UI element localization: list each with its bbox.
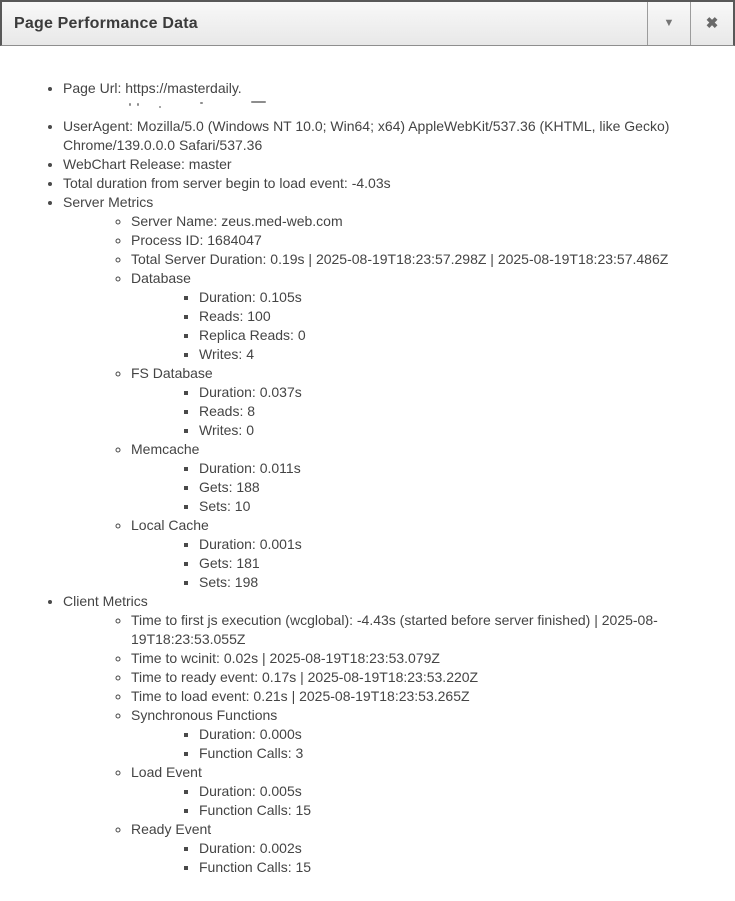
list-item-text: WebChart Release: master — [63, 156, 232, 172]
list-item — [131, 269, 721, 364]
list-item-text: Time to first js execution (wcglobal): -4.43s (started before server finished) | 2025-08-19T18:23:53.055Z — [131, 612, 658, 647]
list-item-text: Duration: 0.001s — [199, 536, 302, 552]
list-item-text: Synchronous Functions — [131, 707, 278, 723]
list-item-text: Duration: 0.011s — [199, 460, 301, 476]
list-item — [199, 402, 721, 421]
list-item — [131, 516, 721, 592]
list-item-text: Page Url: https://masterdaily. — [63, 80, 242, 96]
list-item-text: Gets: 188 — [199, 479, 260, 495]
list-item-text: Reads: 8 — [199, 403, 256, 419]
list-item-text: Server Metrics — [63, 194, 154, 210]
list-item — [131, 706, 721, 763]
list-item — [199, 535, 721, 554]
list-item — [131, 364, 721, 440]
list-item — [199, 839, 721, 858]
redacted-text-fragment — [137, 103, 139, 106]
list-item — [199, 554, 721, 573]
redacted-url-line — [63, 98, 721, 117]
list-item-text: Sets: 198 — [199, 574, 259, 590]
list-item-text: Time to ready event: 0.17s | 2025-08-19T18:23:53.220Z — [131, 669, 479, 685]
redacted-text-fragment — [251, 101, 266, 103]
list-item — [199, 497, 721, 516]
list-item — [131, 763, 721, 820]
list-item — [199, 573, 721, 592]
list-item-text: Server Name: zeus.med-web.com — [131, 213, 343, 229]
dialog-content — [0, 46, 735, 901]
dialog-titlebar — [0, 0, 735, 46]
list-item-text: Duration: 0.005s — [199, 783, 302, 799]
list-item-text: Load Event — [131, 764, 202, 780]
list-item-text: Reads: 100 — [199, 308, 271, 324]
list-item — [199, 744, 721, 763]
list-item — [63, 193, 721, 592]
list-item-text: UserAgent: Mozilla/5.0 (Windows NT 10.0; Win64; x64) AppleWebKit/537.36 (KHTML, like Gecko) Chrome/139.0.0.0 Safari/537.36 — [63, 118, 670, 153]
close-button[interactable] — [690, 2, 733, 45]
list-item — [131, 820, 721, 877]
nested-list — [63, 212, 721, 592]
list-item — [199, 725, 721, 744]
metrics-list — [25, 79, 721, 877]
list-item-text: Ready Event — [131, 821, 212, 837]
list-item-text: Duration: 0.000s — [199, 726, 302, 742]
redacted-text-fragment — [200, 102, 203, 104]
list-item-text: Database — [131, 270, 191, 286]
list-item — [131, 687, 721, 706]
nested-list — [131, 725, 721, 763]
list-item — [199, 459, 721, 478]
list-item-text: Time to wcinit: 0.02s | 2025-08-19T18:23:53.079Z — [131, 650, 440, 666]
nested-list — [63, 611, 721, 877]
chevron-down-icon: ▼ — [663, 17, 675, 29]
list-item-text: Function Calls: 3 — [199, 745, 304, 761]
list-item-text: Total duration from server begin to load event: -4.03s — [63, 175, 391, 191]
list-item — [63, 79, 721, 117]
list-item-text: Duration: 0.105s — [199, 289, 302, 305]
list-item — [131, 212, 721, 231]
list-item — [131, 231, 721, 250]
list-item-text: Local Cache — [131, 517, 209, 533]
list-item-text: Replica Reads: 0 — [199, 327, 306, 343]
list-item — [199, 307, 721, 326]
list-item — [131, 250, 721, 269]
list-item-text: Duration: 0.037s — [199, 384, 302, 400]
nested-list — [131, 383, 721, 440]
list-item-text: Writes: 4 — [199, 346, 254, 362]
redacted-text-fragment — [159, 106, 161, 108]
list-item-text: Duration: 0.002s — [199, 840, 302, 856]
list-item — [199, 421, 721, 440]
collapse-button[interactable] — [647, 2, 690, 45]
list-item — [199, 801, 721, 820]
list-item — [131, 649, 721, 668]
list-item — [131, 611, 721, 649]
list-item-text: Function Calls: 15 — [199, 859, 312, 875]
list-item-text: Memcache — [131, 441, 200, 457]
list-item — [199, 782, 721, 801]
list-item-text: Function Calls: 15 — [199, 802, 312, 818]
list-item — [199, 326, 721, 345]
list-item — [199, 345, 721, 364]
list-item — [131, 440, 721, 516]
list-item — [199, 288, 721, 307]
list-item — [63, 592, 721, 877]
list-item-text: Writes: 0 — [199, 422, 254, 438]
close-icon: ✖ — [705, 15, 719, 32]
nested-list — [131, 839, 721, 877]
list-item — [199, 383, 721, 402]
list-item-text: Time to load event: 0.21s | 2025-08-19T18:23:53.265Z — [131, 688, 470, 704]
nested-list — [131, 459, 721, 516]
redacted-text-fragment — [129, 103, 131, 106]
list-item-text: Process ID: 1684047 — [131, 232, 262, 248]
list-item-text: FS Database — [131, 365, 213, 381]
nested-list — [131, 782, 721, 820]
nested-list — [131, 288, 721, 364]
list-item-text: Client Metrics — [63, 593, 148, 609]
list-item-text: Total Server Duration: 0.19s | 2025-08-19T18:23:57.298Z | 2025-08-19T18:23:57.486Z — [131, 251, 669, 267]
list-item-text: Sets: 10 — [199, 498, 251, 514]
list-item-text: Gets: 181 — [199, 555, 260, 571]
nested-list — [131, 535, 721, 592]
dialog-title: Page Performance Data — [14, 14, 198, 32]
list-item — [199, 478, 721, 497]
list-item — [63, 155, 721, 174]
list-item — [63, 174, 721, 193]
list-item — [199, 858, 721, 877]
list-item — [131, 668, 721, 687]
list-item — [63, 117, 721, 155]
